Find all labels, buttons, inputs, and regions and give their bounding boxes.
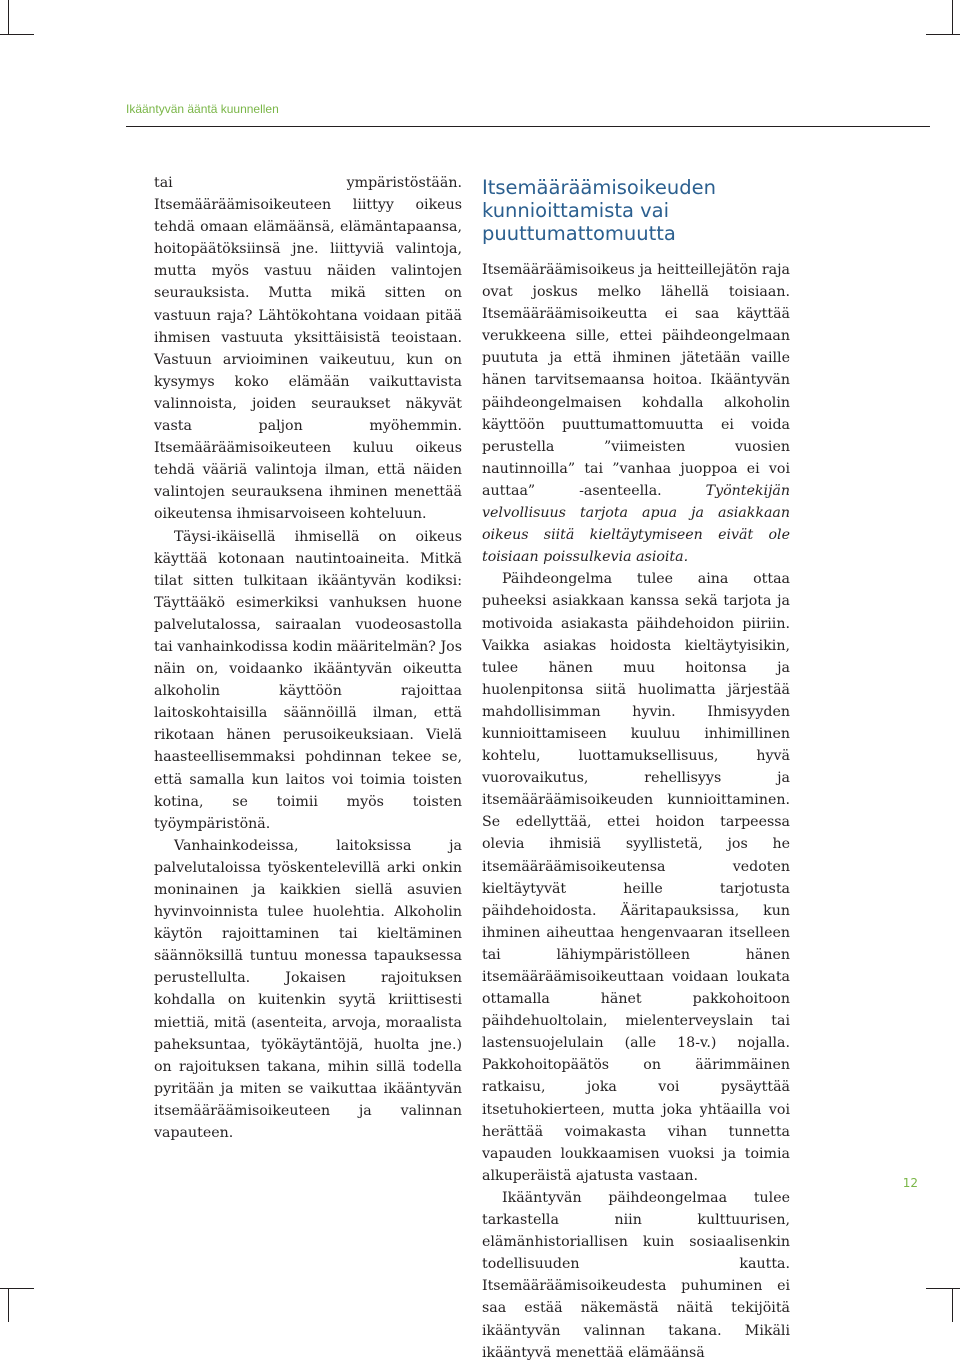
crop-mark-bottom-right-v bbox=[952, 1288, 953, 1322]
right-paragraph-3: Ikääntyvän päihdeongelmaa tulee tarkastella niin kulttuurisen, elämänhistoriallisen kuin sosiaalisenkin todellisuuden kautta. Itsemääräämisoikeudesta puhuminen ei saa estää näkemästä näitä tekijöitä ikääntyvän valinnan takana. Mikäli ikääntyvä menettää elämäänsä bbox=[482, 1189, 790, 1361]
left-column bbox=[154, 172, 462, 1144]
crop-mark-top-left-v bbox=[8, 0, 9, 34]
right-paragraph-1-italic: Työntekijän velvollisuus tarjota apua ja asiakkaan oikeus siitä kieltäytymiseen eivät ole toisiaan poissulkevia asioita. bbox=[482, 482, 790, 566]
crop-mark-bottom-left-h bbox=[0, 1288, 34, 1289]
right-paragraph-1-text: Itsemääräämisoikeus ja heitteillejätön raja ovat joskus melko lähellä toisiaan. Itsemääräämisoikeutta ei saa käyttää verukkeena sille, ettei päihdeongelmaan puututa ja että ihminen jätetään vaille hänen tarvitsemaansa hoitoa. Ikääntyvän päihdeongelmaisen kohdalla alkoholin käyttöön puuttumattomuutta ei voida perustella ”viimeisten vuosien nautinnoilla” tai ”vanhaa juoppoa ei voi auttaa” -asenteella. bbox=[482, 262, 790, 499]
right-paragraph-1 bbox=[482, 259, 790, 568]
section-heading: Itsemääräämisoikeuden kunnioittamista vai puuttumattomuutta bbox=[482, 176, 716, 245]
left-paragraph-1: tai ympäristöstään. Itsemääräämisoikeuteen liittyy oikeus tehdä omaan elämäänsä, elämäntapaansa, hoitopäätöksiinsä jne. liittyviä valintoja, mutta myös vastuu näiden valintojen seurauksista. Mutta mikä sitten on vastuun raja? Lähtökohtana voidaan pitää ihmisen vastuuta yksittäisistä teoistaan. Vastuun arvioiminen vaikeutuu, kun on kysymys koko elämään vaikuttavista valinnoista, joiden seuraukset näkyvät vasta paljon myöhemmin. Itsemääräämisoikeuteen kuluu oikeus tehdä vääriä valintoja ilman, että näiden valintojen seurauksena ihminen menettää oikeutensa ihmisarvoiseen kohteluun. bbox=[154, 175, 462, 523]
left-paragraph-3: Vanhainkodeissa, laitoksissa ja palvelutaloissa työskentelevillä arki onkin moninainen ja kaikkien siellä asuvien hyvinvoinnista tulee huolehtia. Alkoholin käytön rajoittaminen tai kieltäminen säännöksillä tuntuu monessa tapauksessa perustellulta. Jokaisen rajoituksen kohdalla on kuitenkin syytä kriittisesti miettiä, mitä (asenteita, arvoja, moraalista paheksuntaa, työkäytäntöjä, huolta jne.) on rajoituksen takana, mihin sillä todella pyritään ja miten se vaikuttaa ikääntyvän itsemääräämisoikeuteen ja valinnan vapauteen. bbox=[154, 837, 462, 1142]
running-header: Ikääntyvän ääntä kuunnellen bbox=[126, 102, 279, 116]
crop-mark-bottom-left-v bbox=[8, 1288, 9, 1322]
header-rule bbox=[126, 126, 930, 127]
left-paragraph-2: Täysi-ikäisellä ihmisellä on oikeus käyttää kotonaan nautintoaineita. Mitkä tilat sitten tulkitaan ikääntyvän kodiksi: Täyttääkö esimerkiksi vanhuksen huone palvelutalossa, sairaalan vuodeosastolla tai vanhainkodissa kodin määritelmän? Jos näin on, voidaanko ikääntyvän oikeutta alkoholin käyttöön rajoittaa laitoskohtaisilla säännöillä ilman, että rikotaan hänen perusoikeuksiaan. Vielä haasteellisemmaksi pohdinnan tekee se, että samalla kun laitos voi toimia toisten kotina, se toimii myös toisten työympäristönä. bbox=[154, 528, 462, 832]
page-number: 12 bbox=[902, 1176, 918, 1190]
crop-mark-top-left-h bbox=[0, 34, 34, 35]
crop-mark-top-right-v bbox=[952, 0, 953, 34]
right-paragraph-2: Päihdeongelma tulee aina ottaa puheeksi asiakkaan kanssa sekä tarjota ja motivoida asiakasta päihdehoidon piiriin. Vaikka asiakas hoidosta kieltäytyisikin, tulee hänen muu hoitonsa ja huolenpitonsa siitä huolimatta järjestää mahdollisimman hyvin. Ihmisyyden kunnioittamiseen kuuluu inhimillinen kohtelu, luottamuksellisuus, hyvä vuorovaikutus, rehellisyys ja itsemääräämisoikeuden kunnioittaminen. Se edellyttää, ettei hoidon tarpeessa olevia ihmisiä syyllistetä, jos he itsemääräämisoikeutensa vedoten kieltäytyvät heille tarjotusta päihdehoidosta. Ääritapauksissa, kun ihminen aiheuttaa hengenvaaran itselleen tai lähiympäristölleen hänen itsemääräämisoikeuttaan voidaan loukata ottamalla hänet pakkohoitoon päihdehuoltolain, mielenterveyslain tai lastensuojelulain (alle 18-v.) nojalla. Pakkohoitopäätös on äärimmäinen ratkaisu, joka voi pysäyttää itsetuhokierteen, mutta joka yhtäailla voi herättää voimakasta vihan tunnetta vapauden loukkaamisen vuoksi ja toimia alkuperäistä ajatusta vastaan. bbox=[482, 571, 790, 1184]
crop-mark-bottom-right-h bbox=[926, 1288, 960, 1289]
crop-mark-top-right-h bbox=[926, 34, 960, 35]
